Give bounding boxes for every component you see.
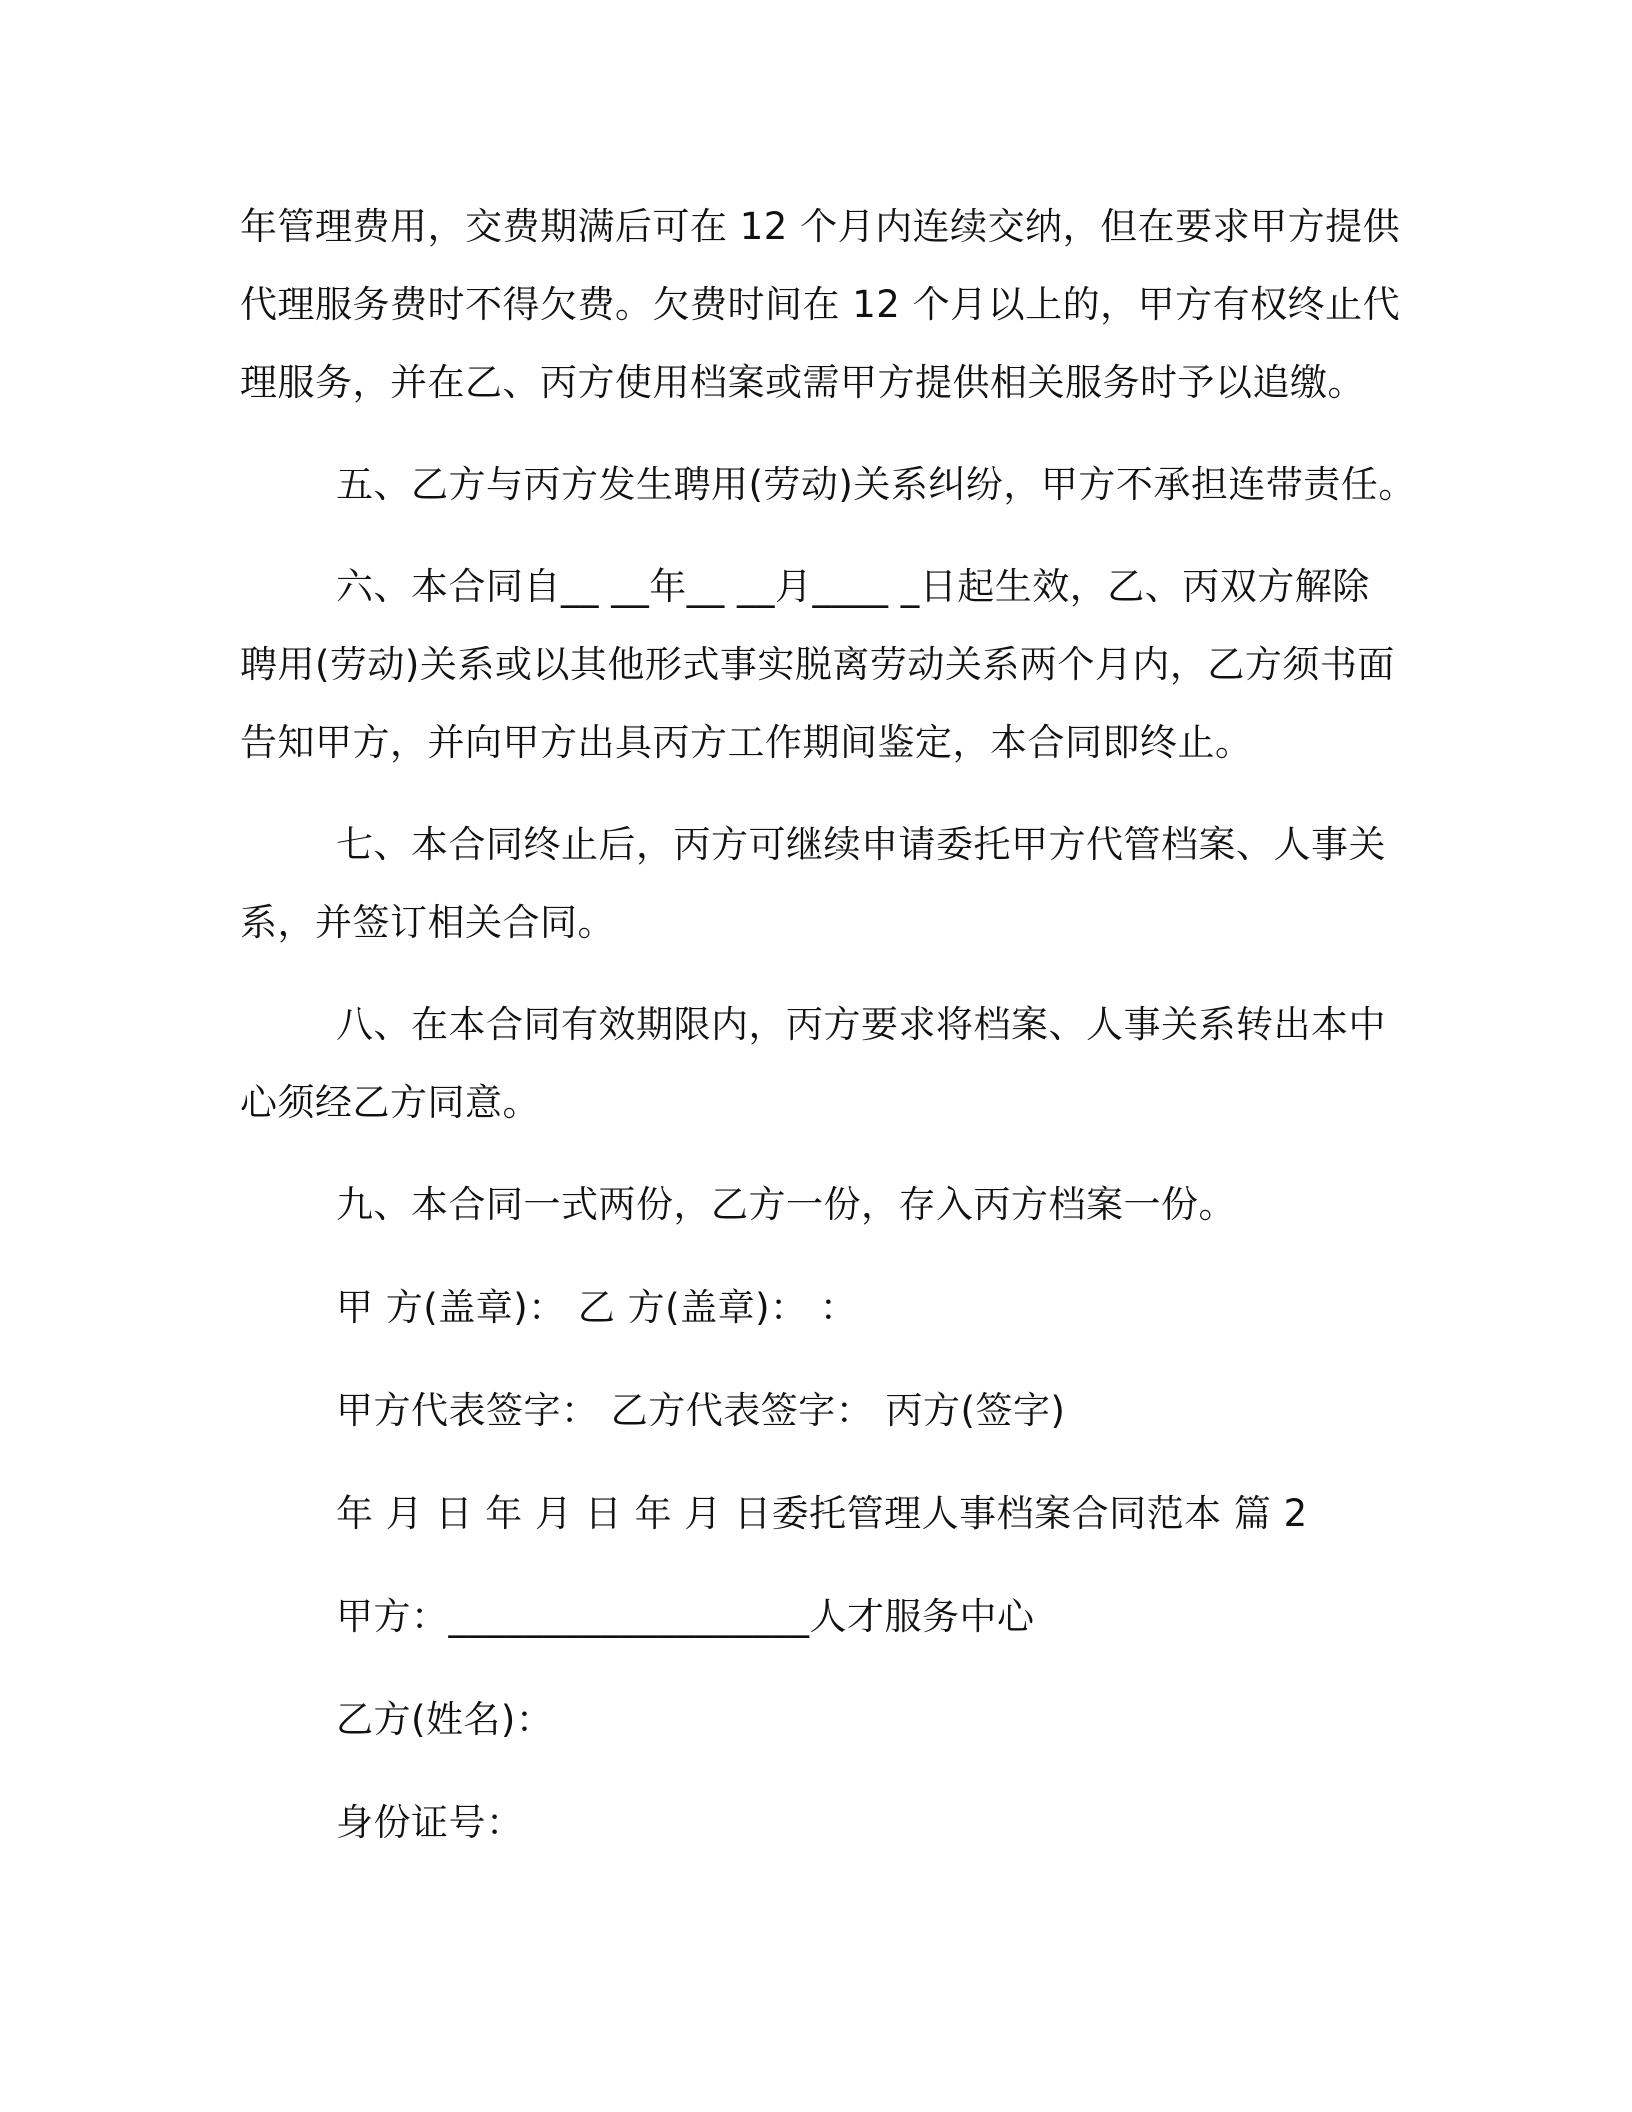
signature-seal-line [240,1269,1390,1347]
id-number-line [240,1784,1390,1862]
text-line: 聘用(劳动)关系或以其他形式事实脱离劳动关系两个月内，乙方须书面 [240,643,1395,686]
text-line: 五、乙方与丙方发生聘用(劳动)关系纠纷，甲方不承担连带责任。 [336,463,1416,506]
text-line: 八、在本合同有效期限内，丙方要求将档案、人事关系转出本中 [336,1003,1386,1046]
text-line: 心须经乙方同意。 [240,1081,540,1124]
date-and-section-title-line [240,1475,1390,1553]
party-b-name-line [240,1681,1390,1759]
text-line: 七、本合同终止后，丙方可继续申请委托甲方代管档案、人事关 [336,823,1386,866]
text-line: 甲方代表签字： 乙方代表签字： 丙方(签字) [336,1389,1066,1432]
text-line: 年 月 日 年 月 日 年 月 日委托管理人事档案合同范本 篇 2 [336,1492,1308,1535]
text-line: 年管理费用，交费期满后可在 12 个月内连续交纳，但在要求甲方提供 [240,205,1401,248]
text-line: 告知甲方，并向甲方出具丙方工作期间鉴定，本合同即终止。 [240,721,1253,764]
text-line: 身份证号： [336,1801,524,1844]
paragraph-clause-4-continued [240,188,1401,422]
text-line: 六、本合同自__ __年__ __月____ _日起生效，乙、丙双方解除 [336,565,1370,608]
signature-representative-line [240,1372,1390,1450]
text-line: 甲方：___________________人才服务中心 [336,1595,1035,1638]
text-line: 甲 方(盖章)： 乙 方(盖章)： ： [336,1286,858,1329]
paragraph-clause-5 [240,446,1416,524]
text-line: 九、本合同一式两份，乙方一份，存入丙方档案一份。 [336,1183,1236,1226]
text-line: 乙方(姓名)： [336,1698,554,1741]
text-line: 理服务，并在乙、丙方使用档案或需甲方提供相关服务时予以追缴。 [240,361,1365,404]
paragraph-clause-8 [240,986,1390,1142]
paragraph-clause-7 [240,806,1390,962]
paragraph-clause-6 [240,548,1395,782]
party-a-line [240,1578,1390,1656]
text-line: 系，并签订相关合同。 [240,901,615,944]
document-body [240,188,1416,1862]
paragraph-clause-9 [240,1166,1390,1244]
text-line: 代理服务费时不得欠费。欠费时间在 12 个月以上的，甲方有权终止代 [240,283,1401,326]
